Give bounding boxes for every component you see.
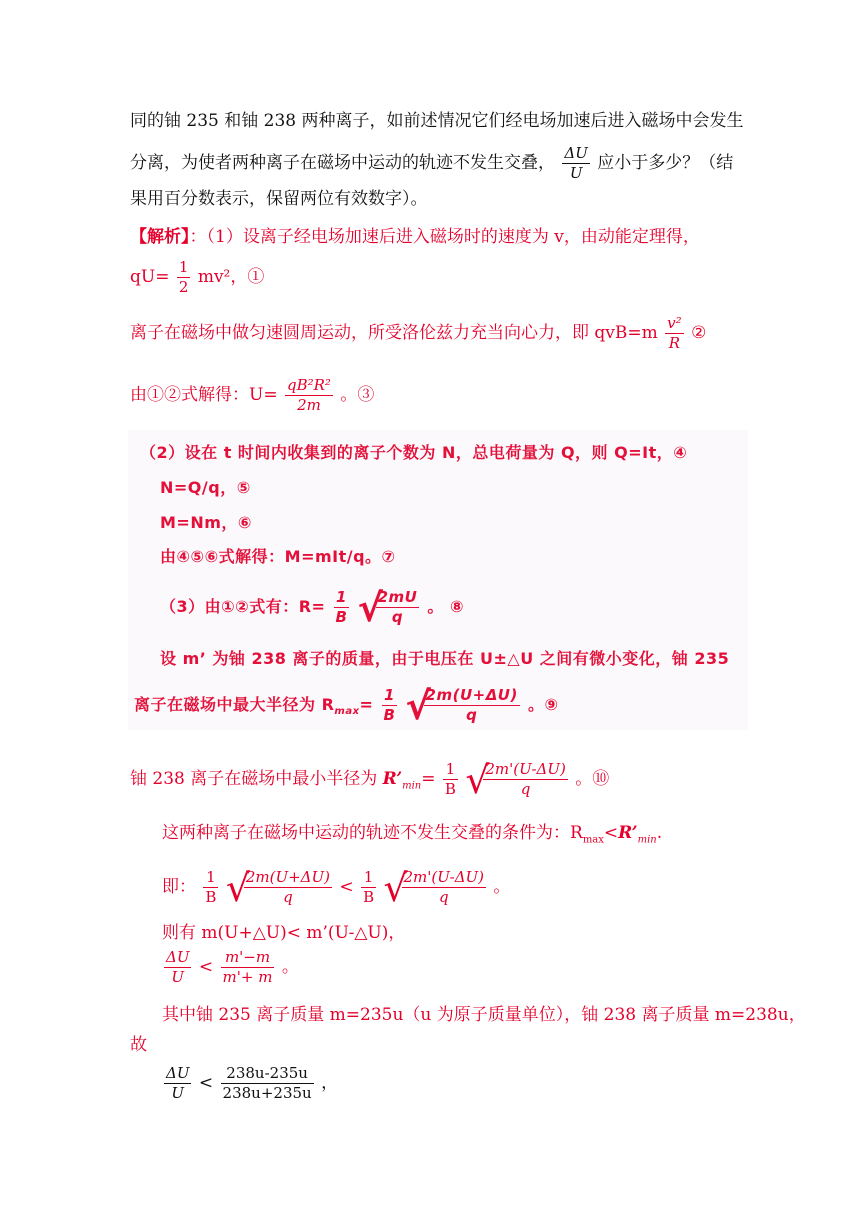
img-line-5-end: 。 ⑧ xyxy=(427,597,465,616)
solve-end: 。③ xyxy=(340,385,375,405)
then-line: 则有 m(U+△U)< m’(U-△U)， xyxy=(162,923,406,943)
left-fraction xyxy=(244,868,332,907)
less-than: < xyxy=(198,957,214,977)
condition-end: . xyxy=(656,823,663,843)
less-than: < xyxy=(198,1073,214,1093)
sqrt-left xyxy=(225,866,334,910)
fraction-numerator: 2mU xyxy=(377,588,418,606)
radical-sign: √ xyxy=(357,586,384,630)
img-line-7-text: 离子在磁场中最大半径为 R xyxy=(134,695,335,714)
fraction-denominator: B xyxy=(335,608,348,626)
fraction-numerator: m'−m xyxy=(221,948,275,968)
fraction-numerator: 238u-235u xyxy=(221,1064,314,1084)
delta-u-over-u-fraction xyxy=(164,1064,191,1103)
delta-u-over-u-fraction xyxy=(562,144,589,183)
fraction-numerator: ΔU xyxy=(166,1064,190,1082)
condition-text: 这两种离子在磁场中运动的轨迹不发生交叠的条件为：R xyxy=(162,823,583,843)
fraction-denominator: q xyxy=(466,706,478,724)
fraction-denominator: U xyxy=(171,968,185,986)
fraction-numerator: 1 xyxy=(178,258,189,276)
min-subscript: min xyxy=(402,780,422,792)
img-line-7 xyxy=(134,684,559,728)
img-line-4: 由④⑤⑥式解得：M=mIt/q。⑦ xyxy=(160,547,396,566)
fraction-denominator: B xyxy=(444,780,456,798)
fraction-denominator: 238u+235u xyxy=(222,1084,312,1102)
equals: = xyxy=(421,769,436,789)
sqrt-right xyxy=(383,866,489,910)
problem-line-2-tail: 应小于多少？（结 xyxy=(597,153,734,173)
radical-sign: √ xyxy=(383,866,408,910)
condition-line xyxy=(162,822,662,851)
problem-line-2-text: 分离，为使者两种离子在磁场中运动的轨迹不发生交叠， xyxy=(130,153,555,173)
fraction-numerator: 1 xyxy=(203,868,218,888)
rmax-fraction xyxy=(424,686,520,725)
one-over-b-fraction xyxy=(443,760,458,799)
fraction-numerator: 1 xyxy=(334,588,350,608)
solve-line xyxy=(130,376,374,415)
fraction-denominator: B xyxy=(205,888,217,906)
fraction-numerator: 1 xyxy=(382,686,398,706)
therefore-line: 故 xyxy=(130,1035,147,1055)
ratio-line xyxy=(162,948,299,987)
radical-sign: √ xyxy=(465,758,490,802)
r-prime: R’ xyxy=(382,769,403,789)
img-line-7-end: 。⑨ xyxy=(527,695,559,714)
min-radius-line xyxy=(130,758,610,802)
force-end: ② xyxy=(691,323,707,343)
inequality-prefix: 即： xyxy=(162,877,196,897)
problem-line-1: 同的铀 235 和铀 238 两种离子，如前述情况它们经电场加速后进入磁场中会发生 xyxy=(130,111,744,131)
fraction-denominator: q xyxy=(283,888,293,906)
rmin-fraction xyxy=(483,760,568,799)
fraction-numerator: 1 xyxy=(361,868,376,888)
fraction-numerator: 2m(U+ΔU) xyxy=(425,686,518,704)
v2-over-r-fraction xyxy=(665,314,684,353)
sqrt-rmin xyxy=(465,758,570,802)
fraction-denominator: 2 xyxy=(178,278,189,296)
fraction-denominator: 2m xyxy=(297,396,321,414)
solve-text: 由①②式解得：U= xyxy=(130,385,278,405)
right-fraction xyxy=(402,868,487,907)
ratio-end: 。 xyxy=(281,957,299,977)
half-fraction xyxy=(177,258,191,297)
inequality-line xyxy=(162,866,511,910)
img-line-5 xyxy=(160,586,465,630)
fraction-numerator: ΔU xyxy=(166,948,190,966)
mass-line: 其中铀 235 离子质量 m=235u（u 为原子质量单位），铀 238 离子质量 m=238u， xyxy=(162,1005,806,1025)
fraction-denominator: R xyxy=(668,334,681,352)
equals: = xyxy=(359,695,374,714)
img-line-1: （2）设在 t 时间内收集到的离子个数为 N，总电荷量为 Q，则 Q=It，④ xyxy=(140,443,688,462)
one-over-b-fraction xyxy=(334,588,350,627)
fraction-numerator: 2m'(U-ΔU) xyxy=(403,868,485,886)
one-over-b-fraction xyxy=(361,868,376,907)
analysis-line-1 xyxy=(130,226,700,248)
one-over-b-fraction xyxy=(382,686,398,725)
radical-sign: √ xyxy=(225,866,251,910)
delta-u-over-u-fraction xyxy=(164,948,191,987)
force-line xyxy=(130,314,706,353)
less-than: < xyxy=(603,823,619,843)
problem-line-2 xyxy=(130,144,733,183)
img-line-6: 设 m’ 为铀 238 离子的质量，由于电压在 U±△U 之间有微小变化，铀 235 xyxy=(160,649,730,668)
fraction-denominator: U xyxy=(569,164,583,182)
min-radius-text: 铀 238 离子在磁场中最小半径为 xyxy=(130,769,383,789)
fraction-numerator: 2m'(U-ΔU) xyxy=(485,760,566,778)
fraction-numerator: qB²R² xyxy=(286,376,331,394)
fraction-numerator: ΔU xyxy=(564,144,588,162)
sqrt-2mu-over-q xyxy=(357,586,422,630)
fraction-denominator: U xyxy=(171,1084,185,1102)
final-end: ， xyxy=(321,1073,339,1093)
fraction-denominator: q xyxy=(520,780,531,798)
less-than: < xyxy=(339,877,354,897)
img-line-5-text: （3）由①②式有：R= xyxy=(160,597,326,616)
inequality-end: 。 xyxy=(493,877,511,897)
max-subscript: max xyxy=(334,706,360,718)
one-over-b-fraction xyxy=(203,868,218,907)
fraction-denominator: B xyxy=(363,888,375,906)
embedded-solution-image xyxy=(128,430,748,730)
eq1-prefix: qU= xyxy=(130,267,170,287)
final-mass-fraction xyxy=(221,1064,314,1103)
problem-line-3: 果用百分数表示，保留两位有效数字）。 xyxy=(130,189,428,209)
fraction-denominator: q xyxy=(391,608,404,626)
fraction-numerator: v² xyxy=(667,314,682,332)
max-subscript: max xyxy=(582,834,604,846)
fraction-denominator: q xyxy=(438,888,449,906)
analysis-tag: 【解析】 xyxy=(130,227,190,247)
final-ratio-line xyxy=(162,1064,338,1103)
fraction-denominator: B xyxy=(383,706,396,724)
sqrt-rmax xyxy=(405,684,522,728)
eq1-suffix: mv²，① xyxy=(197,267,265,287)
radical-sign: √ xyxy=(405,684,432,728)
fraction-numerator: 1 xyxy=(443,760,458,780)
min-radius-end: 。⑩ xyxy=(575,769,610,789)
force-text: 离子在磁场中做匀速圆周运动，所受洛伦兹力充当向心力，即 qvB=m xyxy=(130,323,658,343)
u-formula-fraction xyxy=(285,376,333,415)
fraction-numerator: 2m(U+ΔU) xyxy=(245,868,330,886)
min-subscript: min xyxy=(637,834,657,846)
img-line-3: M=Nm，⑥ xyxy=(160,513,252,532)
analysis-text: ：（1）设离子经电场加速后进入磁场时的速度为 v，由动能定理得， xyxy=(189,227,700,247)
r-prime: R’ xyxy=(618,823,638,843)
mass-ratio-fraction xyxy=(221,948,275,987)
fraction-denominator: m'+ m xyxy=(222,968,273,986)
equation-1 xyxy=(130,258,264,297)
img-line-2: N=Q/q，⑤ xyxy=(160,478,251,497)
